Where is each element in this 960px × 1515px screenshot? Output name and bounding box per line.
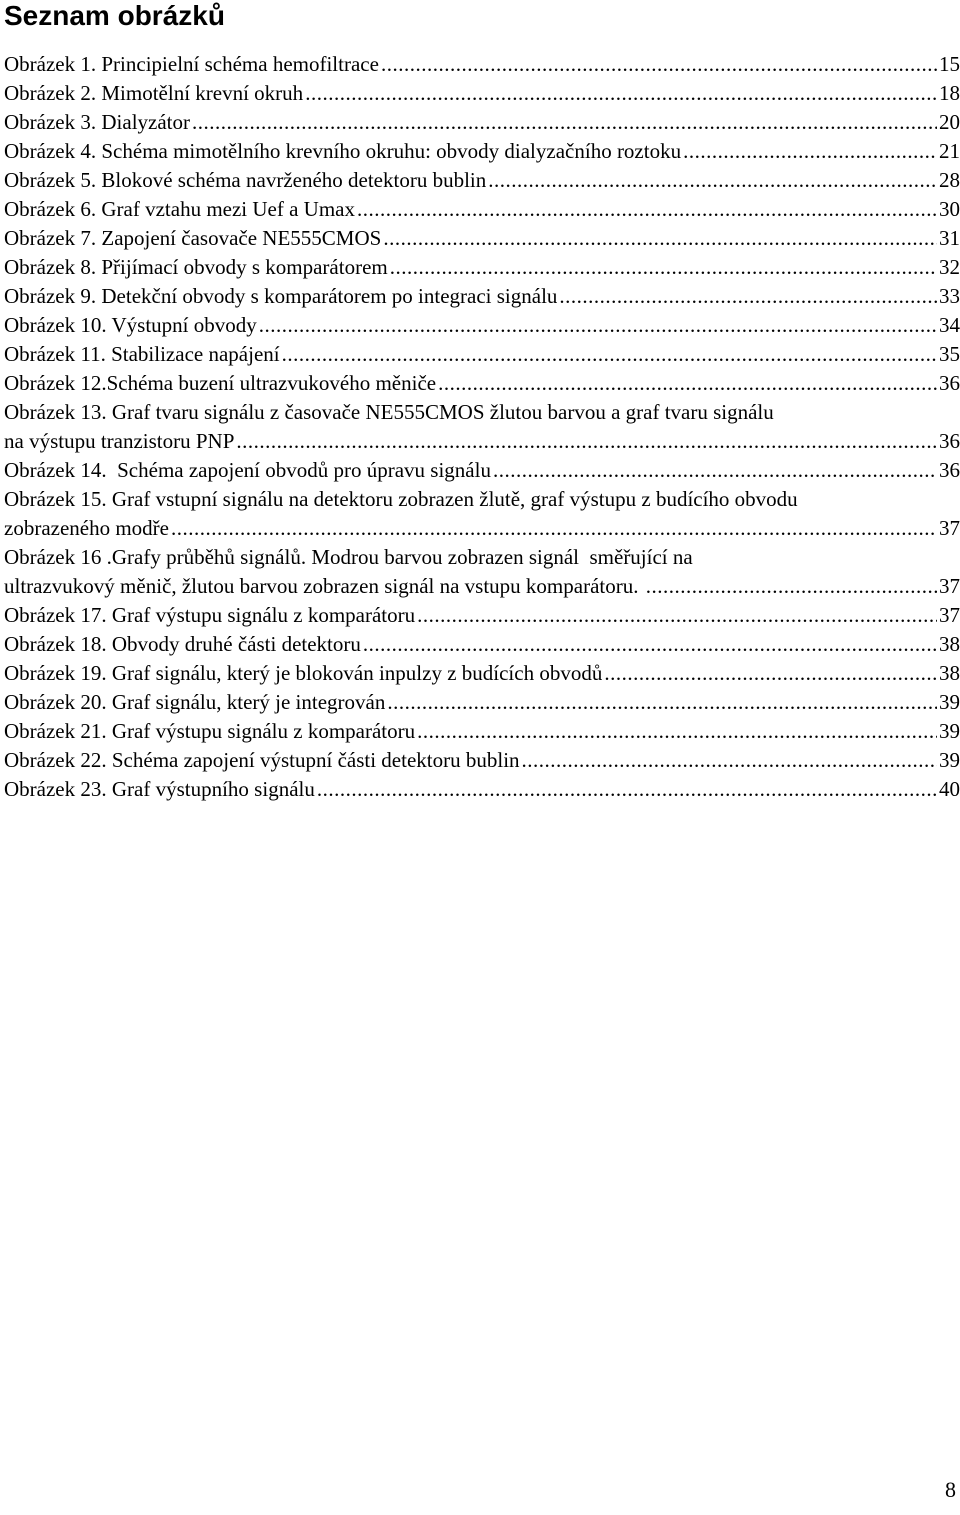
toc-entry-title: Obrázek 19. Graf signálu, který je blokován inpulzy z budících obvodů	[4, 661, 603, 685]
toc-entry[interactable]	[4, 398, 960, 456]
toc-entry-page: 36	[939, 429, 960, 453]
toc-entry-title: Obrázek 21. Graf výstupu signálu z komparátoru	[4, 719, 416, 743]
toc-entry-page: 40	[939, 777, 960, 801]
toc-entry-row	[4, 137, 960, 166]
toc-entry-page: 37	[939, 516, 960, 540]
toc-entry[interactable]	[4, 79, 960, 108]
dot-leader	[236, 427, 937, 456]
toc-entry[interactable]	[4, 659, 960, 688]
dot-leader	[438, 369, 937, 398]
toc-entry-row	[4, 688, 960, 717]
toc-entry-row	[4, 311, 960, 340]
toc-entry[interactable]	[4, 717, 960, 746]
dot-leader	[305, 79, 937, 108]
toc-entry[interactable]	[4, 543, 960, 601]
toc-entry-title: Obrázek 2. Mimotělní krevní okruh	[4, 81, 304, 105]
toc-entry[interactable]	[4, 456, 960, 485]
toc-entry-title: Obrázek 3. Dialyzátor	[4, 110, 190, 134]
dot-leader	[383, 224, 937, 253]
toc-entry-row	[4, 659, 960, 688]
toc-entry-title: Obrázek 14. Schéma zapojení obvodů pro úpravu signálu	[4, 458, 491, 482]
toc-entry-row	[4, 50, 960, 79]
toc-entry-row	[4, 79, 960, 108]
dot-leader	[381, 50, 937, 79]
toc-entry[interactable]	[4, 340, 960, 369]
toc-entry-title: Obrázek 10. Výstupní obvody	[4, 313, 257, 337]
toc-entry-page: 36	[939, 371, 960, 395]
toc-entry-row	[4, 195, 960, 224]
toc-entry-title: Obrázek 1. Principielní schéma hemofiltrace	[4, 52, 379, 76]
toc-entry-page: 38	[939, 661, 960, 685]
toc-entry-row	[4, 108, 960, 137]
toc-entry-title: Obrázek 6. Graf vztahu mezi Uef a Umax	[4, 197, 356, 221]
toc-entry-page: 20	[939, 110, 960, 134]
dot-leader	[604, 659, 937, 688]
toc-entry-page: 34	[939, 313, 960, 337]
toc-entry-row	[4, 224, 960, 253]
toc-entry-page: 39	[939, 690, 960, 714]
toc-entry-title: Obrázek 4. Schéma mimotělního krevního okruhu: obvody dialyzačního roztoku	[4, 139, 682, 163]
dot-leader	[259, 311, 937, 340]
toc-entry-title: Obrázek 17. Graf výstupu signálu z komparátoru	[4, 603, 416, 627]
toc-entry[interactable]	[4, 137, 960, 166]
toc-entry[interactable]	[4, 746, 960, 775]
toc-entry-row	[4, 253, 960, 282]
toc-entry[interactable]	[4, 630, 960, 659]
dot-leader	[417, 717, 937, 746]
dot-leader	[390, 253, 937, 282]
toc-entry-row	[4, 775, 960, 804]
toc-entry-page: 39	[939, 748, 960, 772]
toc-entry-title: Obrázek 11. Stabilizace napájení	[4, 342, 280, 366]
toc-entry-page: 31	[939, 226, 960, 250]
toc-entry-row	[4, 572, 960, 601]
page-title: Seznam obrázků	[4, 0, 225, 31]
toc-entry-title: Obrázek 20. Graf signálu, který je integrován	[4, 690, 386, 714]
toc-entry[interactable]	[4, 369, 960, 398]
toc-entry[interactable]	[4, 775, 960, 804]
toc-entry[interactable]	[4, 485, 960, 543]
dot-leader	[559, 282, 937, 311]
toc-entry-row	[4, 166, 960, 195]
dot-leader	[317, 775, 937, 804]
toc-entry-title: na výstupu tranzistoru PNP	[4, 429, 235, 453]
dot-leader	[192, 108, 937, 137]
toc-entry-page: 39	[939, 719, 960, 743]
dot-leader	[282, 340, 937, 369]
toc-entry-row	[4, 340, 960, 369]
toc-entry-page: 32	[939, 255, 960, 279]
dot-leader	[171, 514, 937, 543]
toc-entry-page: 21	[939, 139, 960, 163]
dot-leader	[493, 456, 937, 485]
toc-entry-page: 38	[939, 632, 960, 656]
toc-entry-row	[4, 456, 960, 485]
toc-entry-row	[4, 514, 960, 543]
dot-leader	[646, 572, 937, 601]
toc-entry-row	[4, 282, 960, 311]
toc-entry-row	[4, 717, 960, 746]
toc-entry-page: 18	[939, 81, 960, 105]
toc-entry-page: 37	[939, 574, 960, 598]
toc-entry[interactable]	[4, 195, 960, 224]
toc-entry-page: 35	[939, 342, 960, 366]
toc-entry[interactable]	[4, 601, 960, 630]
toc-entry-title: Obrázek 7. Zapojení časovače NE555CMOS	[4, 226, 382, 250]
toc-entry-page: 33	[939, 284, 960, 308]
toc-entry[interactable]	[4, 224, 960, 253]
toc-entry-title: Obrázek 5. Blokové schéma navrženého detektoru bublin	[4, 168, 487, 192]
dot-leader	[683, 137, 937, 166]
dot-leader	[387, 688, 937, 717]
toc-entry-row	[4, 746, 960, 775]
toc-entry-title: Obrázek 23. Graf výstupního signálu	[4, 777, 315, 801]
toc-entry-row	[4, 630, 960, 659]
toc-entry-page: 15	[939, 52, 960, 76]
toc-entry-title-line: Obrázek 16 .Grafy průběhů signálů. Modrou barvou zobrazen signál směřující na	[4, 545, 693, 569]
dot-leader	[522, 746, 937, 775]
toc-entry-row	[4, 369, 960, 398]
dot-leader	[357, 195, 937, 224]
toc-entry-title: zobrazeného modře	[4, 516, 169, 540]
toc-entry-title: Obrázek 18. Obvody druhé části detektoru	[4, 632, 361, 656]
toc-entry-row	[4, 601, 960, 630]
toc-entry[interactable]	[4, 166, 960, 195]
dot-leader	[488, 166, 937, 195]
toc-entry-title: ultrazvukový měnič, žlutou barvou zobrazen signál na vstupu komparátoru.	[4, 574, 644, 598]
dot-leader	[417, 601, 937, 630]
toc-entry[interactable]	[4, 50, 960, 79]
dot-leader	[363, 630, 937, 659]
toc-entry[interactable]	[4, 282, 960, 311]
toc-entry[interactable]	[4, 688, 960, 717]
toc-entry-title: Obrázek 22. Schéma zapojení výstupní části detektoru bublin	[4, 748, 520, 772]
toc-entry[interactable]	[4, 311, 960, 340]
toc-entry-page: 28	[939, 168, 960, 192]
toc-entry-page: 36	[939, 458, 960, 482]
page-number: 8	[945, 1477, 956, 1502]
toc-entry-title-line: Obrázek 13. Graf tvaru signálu z časovače NE555CMOS žlutou barvou a graf tvaru signálu	[4, 400, 774, 424]
toc-entry-title: Obrázek 12.Schéma buzení ultrazvukového měniče	[4, 371, 437, 395]
toc-entry-page: 37	[939, 603, 960, 627]
toc-entry[interactable]	[4, 108, 960, 137]
toc-entry-title: Obrázek 8. Přijímací obvody s komparátorem	[4, 255, 388, 279]
toc-entry-title-line: Obrázek 15. Graf vstupní signálu na detektoru zobrazen žlutě, graf výstupu z budícího obvodu	[4, 487, 798, 511]
toc-entry-row	[4, 427, 960, 456]
list-of-figures	[4, 50, 960, 804]
toc-entry-title: Obrázek 9. Detekční obvody s komparátorem po integraci signálu	[4, 284, 558, 308]
toc-entry-page: 30	[939, 197, 960, 221]
toc-entry[interactable]	[4, 253, 960, 282]
